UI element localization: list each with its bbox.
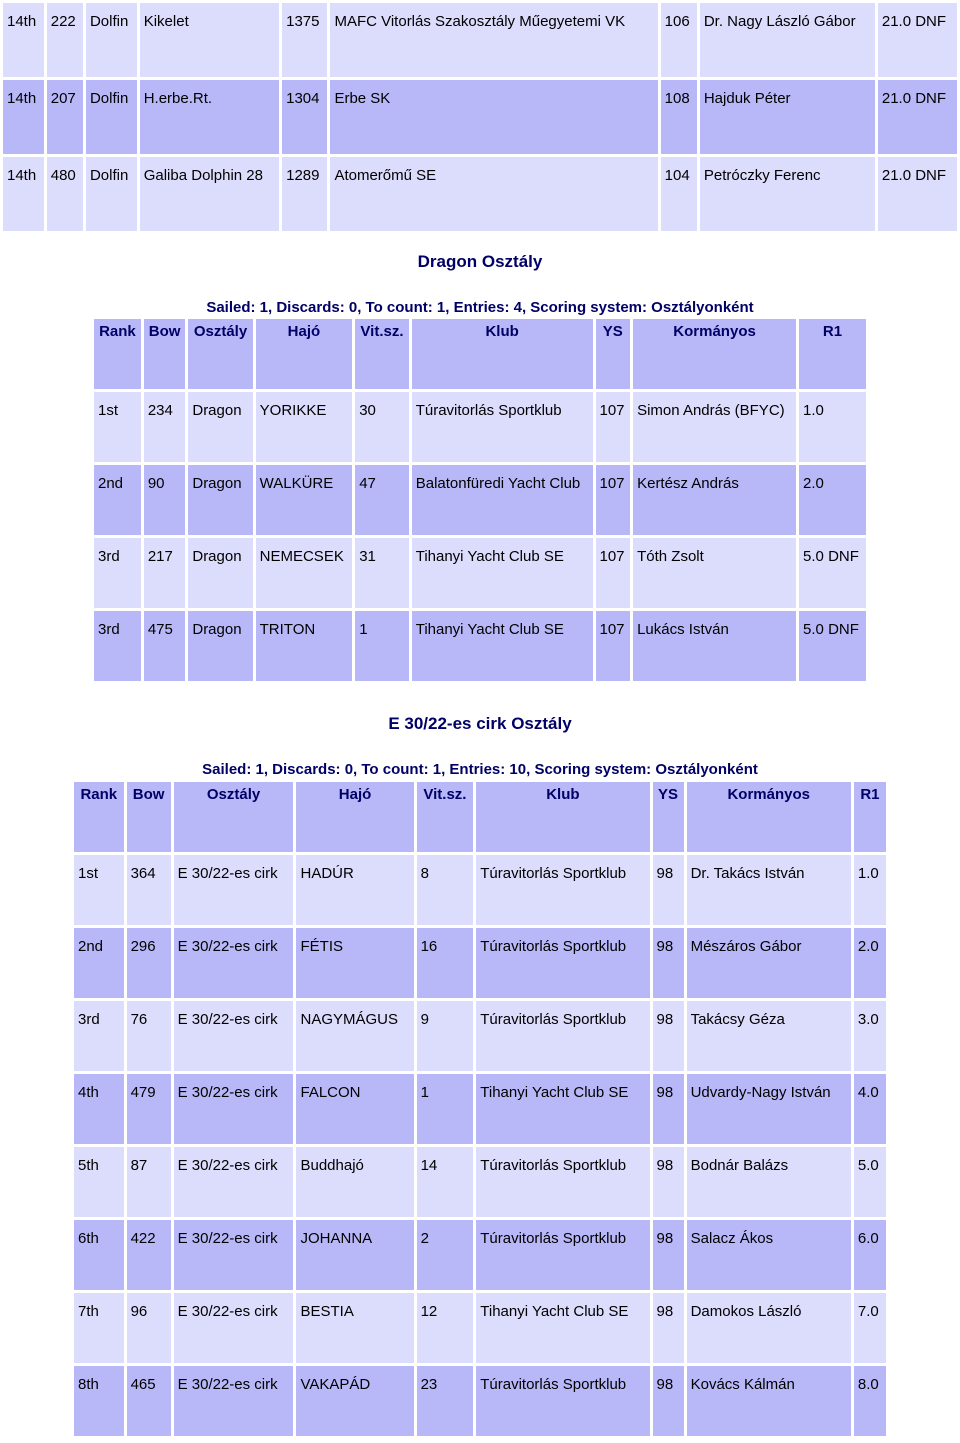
dragon-section-summary: Sailed: 1, Discards: 0, To count: 1, Entries: 4, Scoring system: Osztályonként <box>206 299 754 316</box>
table-cell: 21.0 DNF <box>878 3 957 77</box>
table-cell: 2.0 <box>799 465 866 535</box>
table-cell: Dr. Takács István <box>687 855 851 925</box>
table-row <box>74 855 886 925</box>
e30-section-title: E 30/22-es cirk Osztály <box>388 714 572 733</box>
table-cell: E 30/22-es cirk <box>174 1074 294 1144</box>
column-header: Osztály <box>174 782 294 852</box>
table-cell: Damokos László <box>687 1293 851 1363</box>
table-cell: HADÚR <box>296 855 413 925</box>
table-cell: Simon András (BFYC) <box>633 392 796 462</box>
table-cell: 14th <box>3 3 44 77</box>
table-cell: 475 <box>144 611 186 681</box>
e30-results-table <box>71 779 889 1439</box>
table-cell: BESTIA <box>296 1293 413 1363</box>
table-cell: 108 <box>661 80 697 154</box>
table-cell: 2 <box>417 1220 474 1290</box>
column-header: YS <box>596 319 631 389</box>
table-cell: NAGYMÁGUS <box>296 1001 413 1071</box>
e30-results-body <box>74 855 886 1436</box>
table-cell: 6.0 <box>854 1220 886 1290</box>
table-cell: Dragon <box>188 538 252 608</box>
dolfin-results-body <box>3 3 957 231</box>
table-cell: Tihanyi Yacht Club SE <box>412 538 593 608</box>
table-cell: Dragon <box>188 465 252 535</box>
table-row <box>3 3 957 77</box>
table-cell: 31 <box>355 538 409 608</box>
table-cell: 107 <box>596 392 631 462</box>
table-cell: 1st <box>74 855 124 925</box>
table-row <box>74 1293 886 1363</box>
table-cell: E 30/22-es cirk <box>174 855 294 925</box>
table-cell: 217 <box>144 538 186 608</box>
table-cell: 23 <box>417 1366 474 1436</box>
table-cell: 98 <box>653 1074 684 1144</box>
table-cell: 1289 <box>282 157 327 231</box>
table-cell: 1375 <box>282 3 327 77</box>
table-cell: E 30/22-es cirk <box>174 928 294 998</box>
table-cell: 104 <box>661 157 697 231</box>
table-cell: 4.0 <box>854 1074 886 1144</box>
table-cell: 16 <box>417 928 474 998</box>
table-cell: E 30/22-es cirk <box>174 1220 294 1290</box>
table-cell: 98 <box>653 1147 684 1217</box>
table-cell: Tihanyi Yacht Club SE <box>476 1074 649 1144</box>
table-cell: 8 <box>417 855 474 925</box>
table-cell: Túravitorlás Sportklub <box>476 1220 649 1290</box>
table-cell: Galiba Dolphin 28 <box>140 157 279 231</box>
table-cell: FÉTIS <box>296 928 413 998</box>
column-header: Rank <box>74 782 124 852</box>
table-cell: WALKÜRE <box>256 465 353 535</box>
table-cell: 1.0 <box>799 392 866 462</box>
column-header: R1 <box>799 319 866 389</box>
table-cell: 14 <box>417 1147 474 1217</box>
table-cell: 5.0 DNF <box>799 611 866 681</box>
table-cell: Dr. Nagy László Gábor <box>700 3 875 77</box>
table-cell: Túravitorlás Sportklub <box>476 855 649 925</box>
dragon-section-title: Dragon Osztály <box>417 252 543 271</box>
table-cell: Erbe SK <box>330 80 657 154</box>
table-cell: 364 <box>127 855 171 925</box>
table-cell: Tihanyi Yacht Club SE <box>412 611 593 681</box>
column-header: R1 <box>854 782 886 852</box>
table-cell: 98 <box>653 928 684 998</box>
table-cell: 106 <box>661 3 697 77</box>
table-cell: 98 <box>653 1293 684 1363</box>
table-cell: Udvardy-Nagy István <box>687 1074 851 1144</box>
table-row <box>74 1074 886 1144</box>
column-header: Vit.sz. <box>355 319 409 389</box>
table-cell: 90 <box>144 465 186 535</box>
table-cell: 98 <box>653 1220 684 1290</box>
column-header: Rank <box>94 319 141 389</box>
table-cell: 1st <box>94 392 141 462</box>
table-cell: Túravitorlás Sportklub <box>476 1366 649 1436</box>
table-row <box>94 465 866 535</box>
column-header: Kormányos <box>633 319 796 389</box>
table-cell: 465 <box>127 1366 171 1436</box>
table-cell: E 30/22-es cirk <box>174 1147 294 1217</box>
table-cell: 21.0 DNF <box>878 80 957 154</box>
table-cell: 107 <box>596 465 631 535</box>
table-cell: Túravitorlás Sportklub <box>476 1001 649 1071</box>
table-cell: 2.0 <box>854 928 886 998</box>
table-cell: H.erbe.Rt. <box>140 80 279 154</box>
table-row <box>94 611 866 681</box>
table-cell: 3rd <box>94 538 141 608</box>
table-cell: Dolfin <box>86 80 137 154</box>
table-cell: 30 <box>355 392 409 462</box>
table-cell: 76 <box>127 1001 171 1071</box>
table-row <box>74 1147 886 1217</box>
column-header: Vit.sz. <box>417 782 474 852</box>
table-cell: 98 <box>653 855 684 925</box>
table-cell: Salacz Ákos <box>687 1220 851 1290</box>
table-cell: YORIKKE <box>256 392 353 462</box>
table-cell: Lukács István <box>633 611 796 681</box>
table-cell: TRITON <box>256 611 353 681</box>
e30-header-row <box>74 782 886 852</box>
table-row <box>74 1001 886 1071</box>
table-cell: 98 <box>653 1001 684 1071</box>
table-cell: Mészáros Gábor <box>687 928 851 998</box>
table-cell: Buddhajó <box>296 1147 413 1217</box>
dragon-results-body <box>94 392 866 681</box>
table-cell: 296 <box>127 928 171 998</box>
table-cell: Dragon <box>188 611 252 681</box>
table-cell: Tóth Zsolt <box>633 538 796 608</box>
table-cell: Tihanyi Yacht Club SE <box>476 1293 649 1363</box>
table-cell: Túravitorlás Sportklub <box>476 928 649 998</box>
table-cell: 107 <box>596 611 631 681</box>
table-cell: Dolfin <box>86 3 137 77</box>
column-header: Bow <box>144 319 186 389</box>
table-cell: Túravitorlás Sportklub <box>412 392 593 462</box>
table-cell: Balatonfüredi Yacht Club <box>412 465 593 535</box>
table-cell: 222 <box>47 3 83 77</box>
table-cell: JOHANNA <box>296 1220 413 1290</box>
table-cell: 1.0 <box>854 855 886 925</box>
table-cell: 21.0 DNF <box>878 157 957 231</box>
table-row <box>94 392 866 462</box>
table-cell: Dolfin <box>86 157 137 231</box>
dolfin-results-table <box>0 0 960 234</box>
column-header: Osztály <box>188 319 252 389</box>
table-cell: 1 <box>355 611 409 681</box>
table-cell: 7th <box>74 1293 124 1363</box>
table-cell: 96 <box>127 1293 171 1363</box>
table-cell: Túravitorlás Sportklub <box>476 1147 649 1217</box>
table-cell: 87 <box>127 1147 171 1217</box>
table-cell: 234 <box>144 392 186 462</box>
table-cell: 1304 <box>282 80 327 154</box>
table-cell: 5.0 DNF <box>799 538 866 608</box>
table-cell: FALCON <box>296 1074 413 1144</box>
table-cell: E 30/22-es cirk <box>174 1293 294 1363</box>
dragon-results-table <box>91 316 869 684</box>
table-cell: 422 <box>127 1220 171 1290</box>
table-cell: 107 <box>596 538 631 608</box>
table-cell: Kertész András <box>633 465 796 535</box>
table-row <box>3 80 957 154</box>
table-cell: MAFC Vitorlás Szakosztály Műegyetemi VK <box>330 3 657 77</box>
table-cell: 98 <box>653 1366 684 1436</box>
table-cell: 4th <box>74 1074 124 1144</box>
table-cell: 2nd <box>94 465 141 535</box>
table-cell: 3rd <box>74 1001 124 1071</box>
table-cell: 6th <box>74 1220 124 1290</box>
table-cell: VAKAPÁD <box>296 1366 413 1436</box>
table-cell: 1 <box>417 1074 474 1144</box>
table-cell: Bodnár Balázs <box>687 1147 851 1217</box>
column-header: Klub <box>476 782 649 852</box>
table-cell: 5th <box>74 1147 124 1217</box>
table-cell: 12 <box>417 1293 474 1363</box>
table-cell: Kovács Kálmán <box>687 1366 851 1436</box>
table-cell: 207 <box>47 80 83 154</box>
table-cell: 480 <box>47 157 83 231</box>
table-cell: Atomerőmű SE <box>330 157 657 231</box>
table-row <box>74 1220 886 1290</box>
table-cell: 479 <box>127 1074 171 1144</box>
table-cell: Petróczky Ferenc <box>700 157 875 231</box>
table-row <box>74 1366 886 1436</box>
column-header: YS <box>653 782 684 852</box>
table-cell: 5.0 <box>854 1147 886 1217</box>
table-cell: 7.0 <box>854 1293 886 1363</box>
table-cell: 3rd <box>94 611 141 681</box>
table-cell: Hajduk Péter <box>700 80 875 154</box>
table-row <box>3 157 957 231</box>
dragon-header-row <box>94 319 866 389</box>
column-header: Hajó <box>296 782 413 852</box>
table-cell: Takácsy Géza <box>687 1001 851 1071</box>
table-cell: 47 <box>355 465 409 535</box>
table-cell: 8th <box>74 1366 124 1436</box>
table-row <box>94 538 866 608</box>
table-cell: 2nd <box>74 928 124 998</box>
column-header: Bow <box>127 782 171 852</box>
table-cell: Kikelet <box>140 3 279 77</box>
table-cell: E 30/22-es cirk <box>174 1366 294 1436</box>
e30-section-summary: Sailed: 1, Discards: 0, To count: 1, Entries: 10, Scoring system: Osztályonként <box>202 761 758 778</box>
column-header: Kormányos <box>687 782 851 852</box>
table-cell: 3.0 <box>854 1001 886 1071</box>
table-cell: 14th <box>3 157 44 231</box>
column-header: Klub <box>412 319 593 389</box>
table-cell: E 30/22-es cirk <box>174 1001 294 1071</box>
table-row <box>74 928 886 998</box>
table-cell: Dragon <box>188 392 252 462</box>
table-cell: 8.0 <box>854 1366 886 1436</box>
table-cell: 9 <box>417 1001 474 1071</box>
column-header: Hajó <box>256 319 353 389</box>
table-cell: 14th <box>3 80 44 154</box>
table-cell: NEMECSEK <box>256 538 353 608</box>
